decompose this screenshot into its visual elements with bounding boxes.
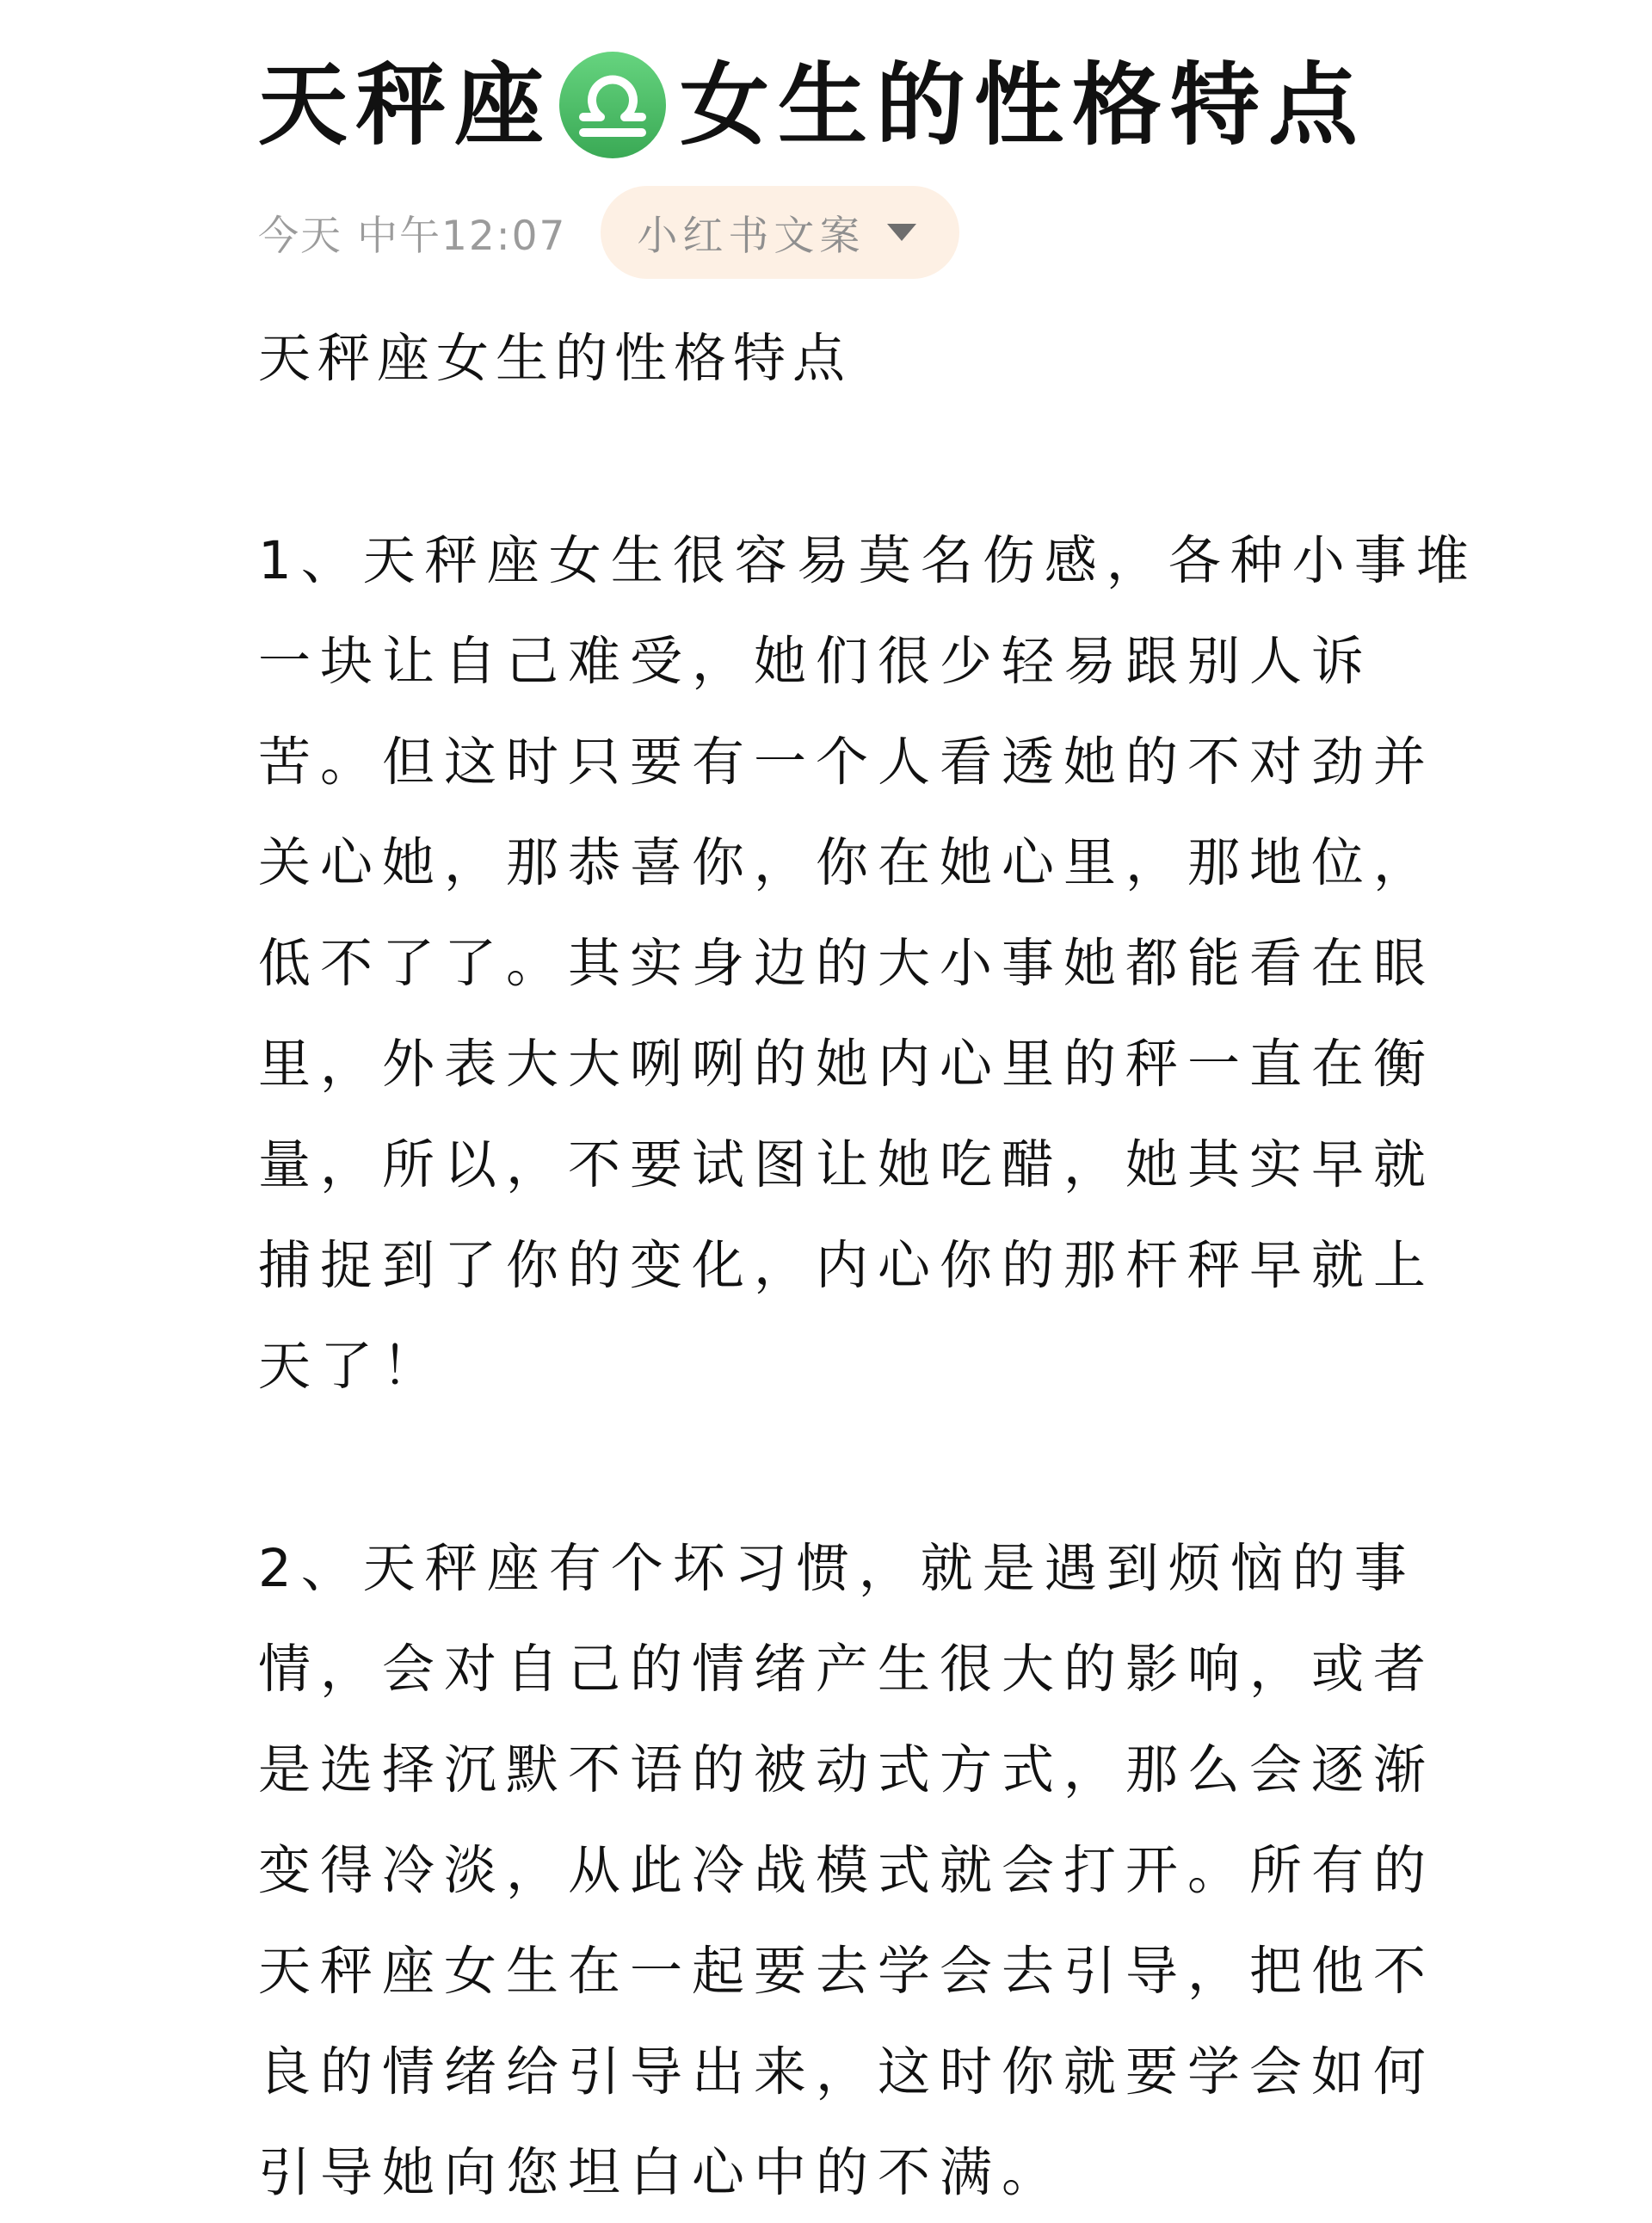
title-text-before: 天秤座	[258, 52, 553, 157]
paragraph-2	[258, 1518, 1436, 2223]
paragraph-line: 关心她，那恭喜你，你在她心里，那地位，	[258, 832, 1436, 893]
paragraph-line: 里，外表大大咧咧的她内心里的秤一直在衡	[258, 1034, 1436, 1095]
caret-down-icon	[887, 224, 916, 241]
source-selector[interactable]	[601, 186, 959, 279]
article-subtitle: 天秤座女生的性格特点	[258, 328, 853, 389]
paragraph-line: 1、天秤座女生很容易莫名伤感，各种小事堆	[258, 530, 1478, 591]
paragraph-line: 天了！	[258, 1336, 445, 1397]
paragraph-line: 引导她向您坦白心中的不满。	[258, 2142, 1064, 2203]
paragraph-line: 一块让自己难受，她们很少轻易跟别人诉	[258, 631, 1374, 692]
paragraph-line: 2、天秤座有个坏习惯，就是遇到烦恼的事	[258, 1538, 1416, 1599]
paragraph-line: 良的情绪给引导出来，这时你就要学会如何	[258, 2041, 1436, 2103]
post-time: 今天 中午12:07	[258, 212, 567, 260]
paragraph-line: 捕捉到了你的变化，内心你的那杆秤早就上	[258, 1235, 1436, 1296]
title-text-after: 女生的性格特点	[680, 52, 1367, 157]
source-label: 小红书文案	[637, 212, 866, 260]
paragraph-line: 是选择沉默不语的被动式方式，那么会逐渐	[258, 1739, 1436, 1800]
meta-row	[258, 185, 959, 280]
paragraph-line: 低不了了。其实身边的大小事她都能看在眼	[258, 933, 1436, 994]
paragraph-line: 天秤座女生在一起要去学会去引导，把他不	[258, 1941, 1436, 2002]
page-title	[258, 45, 1366, 165]
libra-icon	[558, 50, 668, 160]
paragraph-line: 变得冷淡，从此冷战模式就会打开。所有的	[258, 1840, 1436, 1901]
paragraph-1	[258, 510, 1478, 1417]
paragraph-line: 情，会对自己的情绪产生很大的影响，或者	[258, 1639, 1436, 1700]
paragraph-line: 苦。但这时只要有一个人看透她的不对劲并	[258, 732, 1436, 793]
paragraph-line: 量，所以，不要试图让她吃醋，她其实早就	[258, 1134, 1436, 1195]
